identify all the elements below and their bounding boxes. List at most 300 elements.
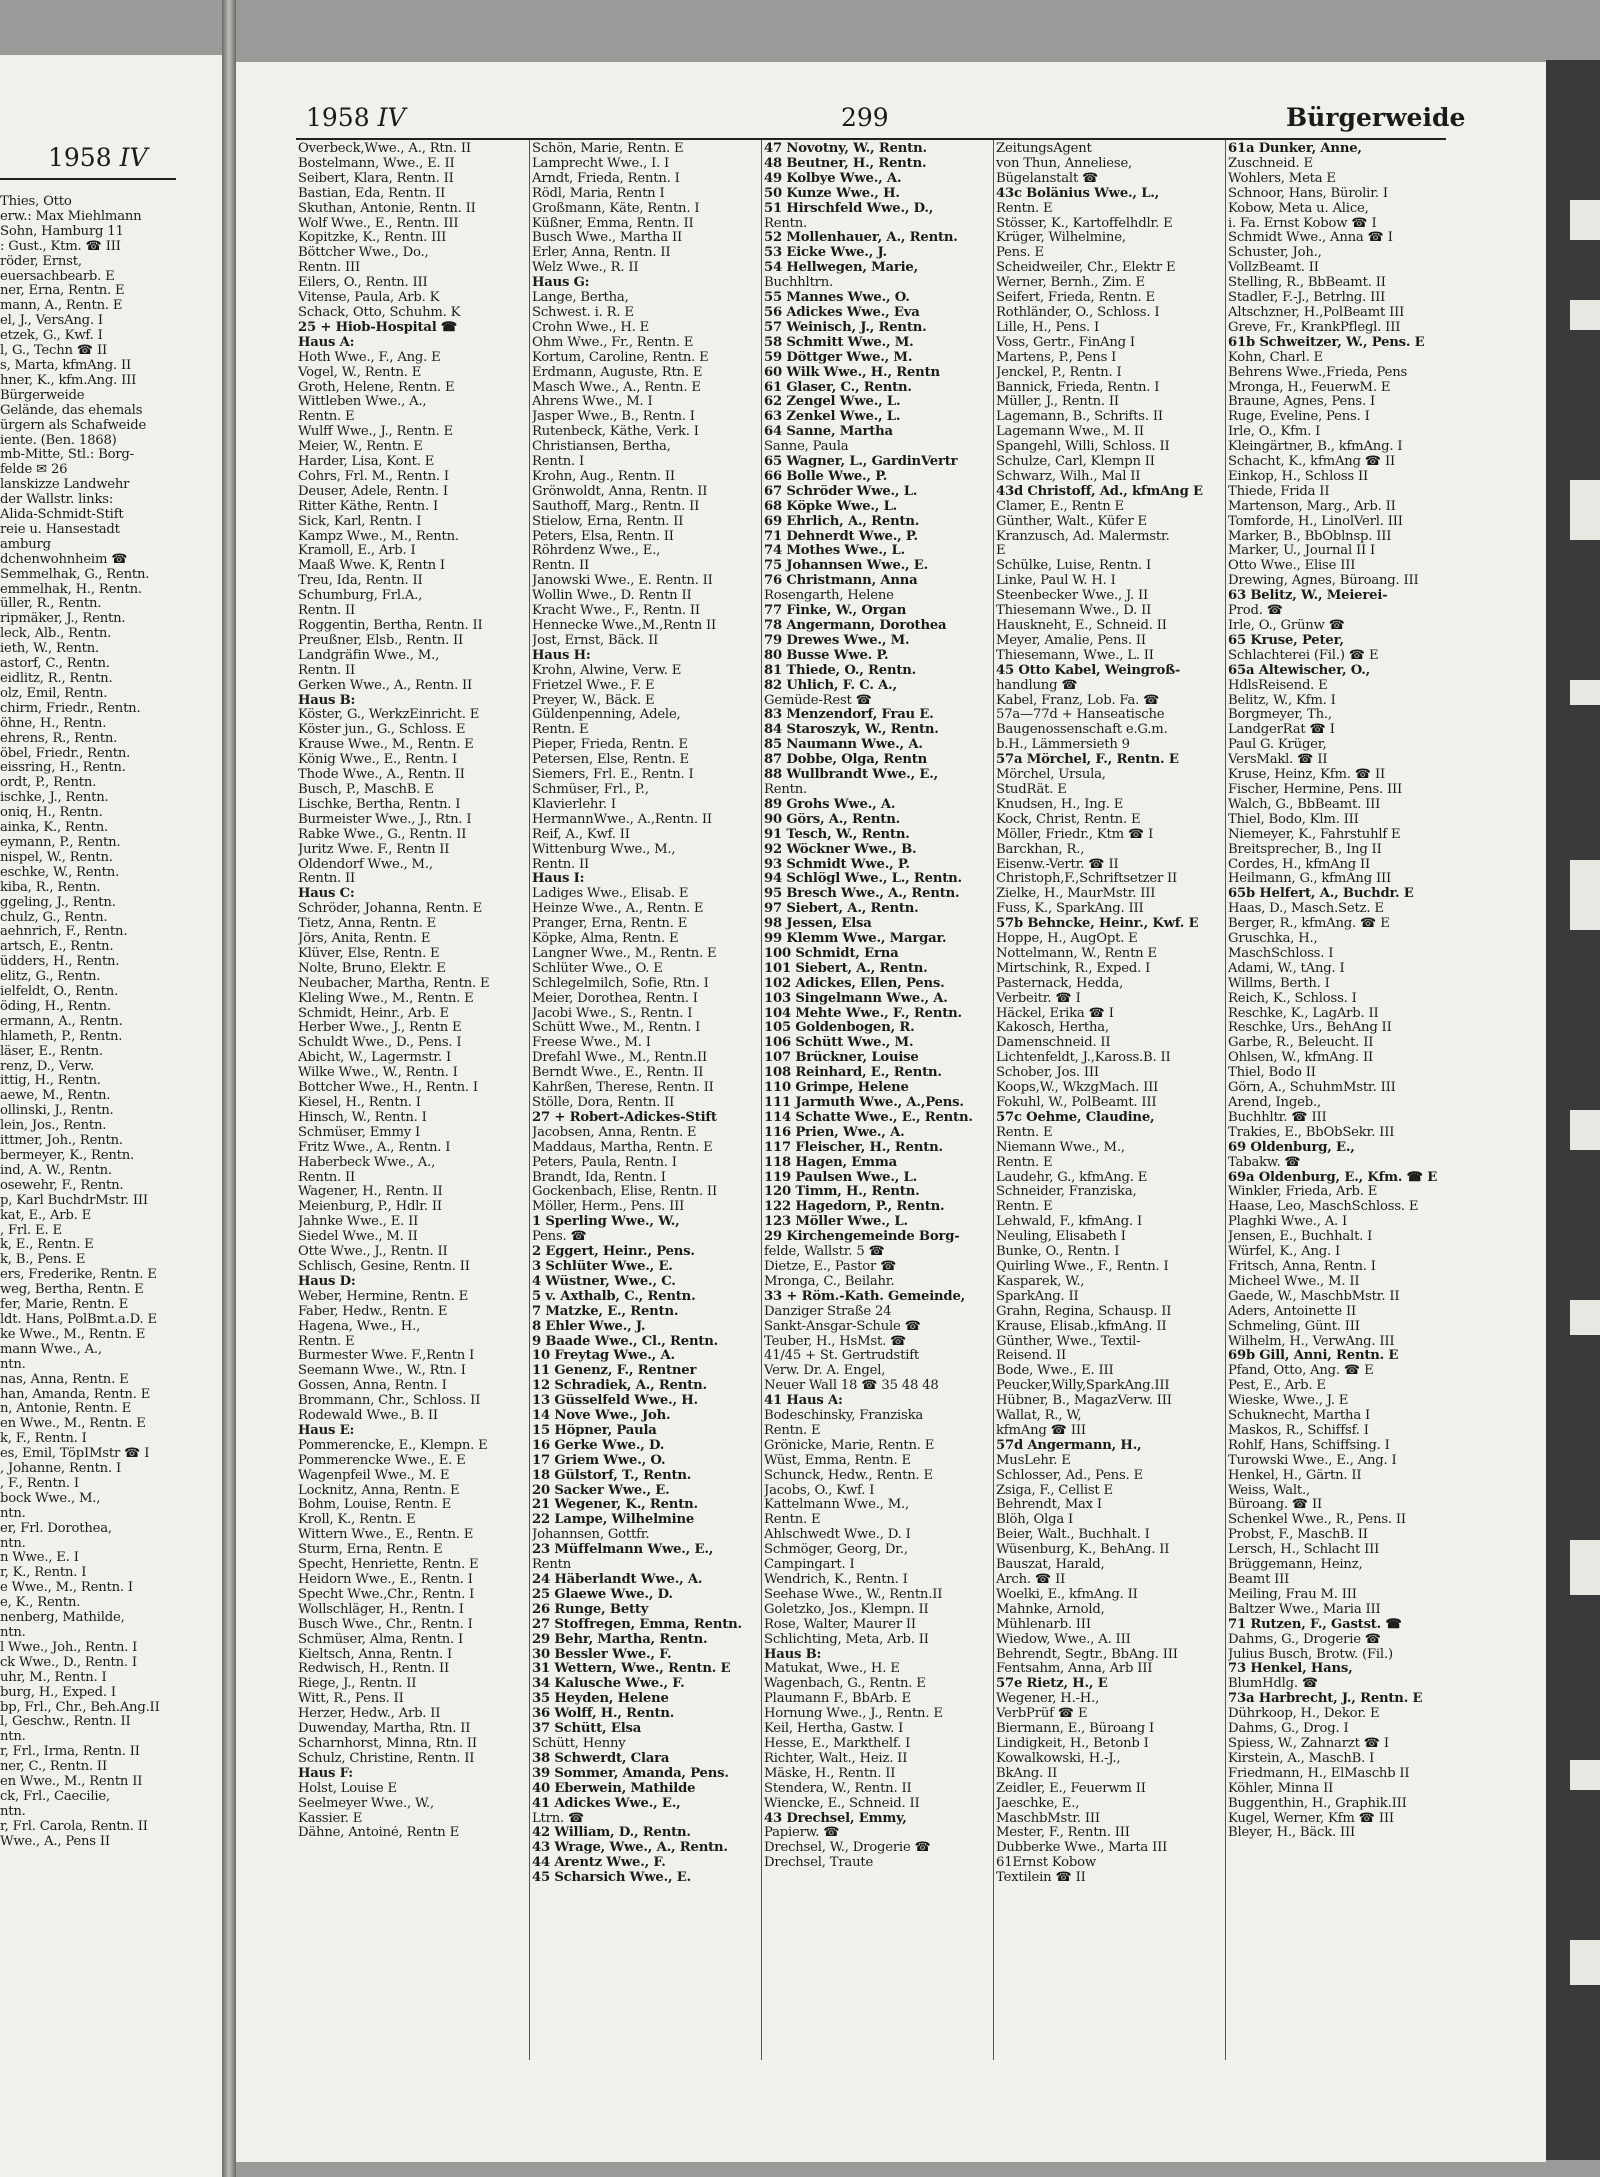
directory-entry: 16 Gerke Wwe., D. xyxy=(532,1438,665,1453)
directory-entry: Schlachterei (Fil.) ☎ E xyxy=(1228,648,1379,663)
directory-entry: 61b Schweitzer, W., Pens. E xyxy=(1228,335,1425,350)
directory-entry: Kruse, Heinz, Kfm. ☎ II xyxy=(1228,768,1386,783)
directory-entry: 64 Sanne, Martha xyxy=(764,425,893,440)
directory-entry: Ahlschwedt Wwe., D. I xyxy=(764,1528,911,1543)
directory-entry: Schwest. i. R. E xyxy=(532,305,634,320)
directory-entry: Schülke, Luise, Rentn. I xyxy=(996,559,1152,574)
directory-entry: Fischer, Hermine, Pens. III xyxy=(1228,782,1403,797)
directory-entry: 68 Köpke Wwe., L. xyxy=(764,499,898,514)
directory-entry: 116 Prien, Wwe., A. xyxy=(764,1125,905,1140)
directory-entry: nispel, W., Rentn. xyxy=(0,850,113,865)
directory-entry: renz, D., Verw. xyxy=(0,1059,94,1074)
directory-entry: Grahn, Regina, Schausp. II xyxy=(996,1304,1172,1319)
directory-entry: b.H., Lämmersieth 9 xyxy=(996,738,1130,753)
directory-entry: Winkler, Frieda, Arb. E xyxy=(1228,1185,1378,1200)
directory-entry: 35 Heyden, Helene xyxy=(532,1692,669,1707)
directory-entry: Cordes, H., kfmAng II xyxy=(1228,857,1371,872)
directory-entry: 57d Angermann, H., xyxy=(996,1438,1142,1453)
directory-entry: Meiling, Frau M. III xyxy=(1228,1587,1357,1602)
directory-entry: 47 Novotny, W., Rentn. xyxy=(764,142,927,156)
directory-entry: Danziger Straße 24 xyxy=(764,1304,892,1319)
directory-entry: 85 Naumann Wwe., A. xyxy=(764,738,923,753)
directory-entry: Köpke, Alma, Rentn. E xyxy=(532,932,679,947)
directory-entry: Vitense, Paula, Arb. K xyxy=(298,291,440,306)
directory-entry: Schütt Wwe., M., Rentn. I xyxy=(532,1021,701,1036)
directory-entry: aehnrich, F., Rentn. xyxy=(0,925,128,940)
directory-entry: Mahnke, Arnold, xyxy=(996,1602,1105,1617)
directory-entry: Klüver, Else, Rentn. E xyxy=(298,946,440,961)
directory-entry: lanskizze Landwehr xyxy=(0,478,130,493)
directory-entry: Krohn, Alwine, Verw. E xyxy=(532,663,682,678)
directory-entry: Lille, H., Pens. I xyxy=(996,320,1100,335)
directory-entry: 20 Sacker Wwe., E. xyxy=(532,1483,670,1498)
right-header-rule xyxy=(296,138,1446,140)
directory-entry: Möller, Herm., Pens. III xyxy=(532,1200,685,1215)
directory-entry: Stölle, Dora, Rentn. II xyxy=(532,1096,675,1110)
directory-entry: Rödl, Maria, Rentn I xyxy=(532,186,665,201)
directory-entry: Seibert, Klara, Rentn. II xyxy=(298,171,454,186)
directory-entry: Lagemann, B., Schrifts. II xyxy=(996,410,1163,425)
directory-entry: Haus D: xyxy=(298,1274,356,1289)
directory-entry: Haus G: xyxy=(532,276,590,291)
directory-entry: ers, Frederike, Rentn. E xyxy=(0,1268,157,1283)
directory-entry: ittig, H., Rentn. xyxy=(0,1074,101,1089)
directory-entry: Mronga, H., FeuerwM. E xyxy=(1228,380,1391,395)
directory-entry: ittmer, Joh., Rentn. xyxy=(0,1134,123,1149)
directory-entry: Tomforde, H., LinolVerl. III xyxy=(1228,514,1403,529)
directory-entry: Beamt III xyxy=(1228,1573,1290,1587)
directory-entry: Seelmeyer Wwe., W., xyxy=(298,1796,434,1811)
directory-entry: Linke, Paul W. H. I xyxy=(996,574,1116,589)
directory-entry: Irle, O., Grünw ☎ xyxy=(1228,619,1345,633)
directory-entry: Siemers, Frl. E., Rentn. I xyxy=(532,768,694,783)
directory-entry: Meier, Dorothea, Rentn. I xyxy=(532,991,698,1006)
directory-entry: ainka, K., Rentn. xyxy=(0,821,109,836)
directory-entry: elitz, G., Rentn. xyxy=(0,970,101,985)
directory-entry: Busch Wwe., Martha II xyxy=(532,231,682,246)
directory-entry: Steenbecker Wwe., J. II xyxy=(996,589,1149,604)
directory-entry: Jacobi Wwe., S., Rentn. I xyxy=(532,1006,693,1021)
directory-column-4 xyxy=(996,142,1222,1886)
directory-entry: Pest, E., Arb. E xyxy=(1228,1379,1326,1394)
directory-entry: Rentn. E xyxy=(996,201,1053,216)
directory-entry: 40 Eberwein, Mathilde xyxy=(532,1781,696,1796)
directory-entry: 34 Kalusche Wwe., F. xyxy=(532,1677,685,1692)
directory-entry: Pommerencke, E., Klempn. E xyxy=(298,1438,488,1453)
directory-entry: 84 Staroszyk, W., Rentn. xyxy=(764,723,939,738)
directory-entry: 110 Grimpe, Helene xyxy=(764,1081,909,1096)
directory-entry: 29 Behr, Martha, Rentn. xyxy=(532,1632,708,1647)
directory-entry: Lichtenfeldt, J.,Kaross.B. II xyxy=(996,1051,1171,1066)
directory-entry: 50 Kunze Wwe., H. xyxy=(764,186,900,201)
directory-entry: han, Amanda, Rentn. E xyxy=(0,1387,151,1402)
directory-entry: 77 Finke, W., Organ xyxy=(764,604,907,619)
directory-entry: Nolte, Bruno, Elektr. E xyxy=(298,961,446,976)
directory-entry: chulz, G., Rentn. xyxy=(0,910,108,925)
directory-entry: Turowski Wwe., E., Ang. I xyxy=(1228,1453,1397,1468)
directory-entry: MusLehr. E xyxy=(996,1453,1071,1468)
directory-entry: Holst, Louise E xyxy=(298,1781,397,1796)
directory-entry: Kowalkowski, H.-J., xyxy=(996,1751,1121,1766)
directory-entry: Busch Wwe., Chr., Rentn. I xyxy=(298,1617,473,1632)
directory-entry: ind, A. W., Rentn. xyxy=(0,1163,112,1178)
directory-entry: VollzBeamt. II xyxy=(1228,261,1319,276)
index-tab xyxy=(1570,200,1600,240)
index-tab xyxy=(1570,1110,1600,1150)
directory-entry: SparkAng. II xyxy=(996,1289,1079,1304)
directory-entry: Micheel Wwe., M. II xyxy=(1228,1274,1360,1289)
directory-entry: 74 Mothes Wwe., L. xyxy=(764,544,906,559)
directory-entry: 98 Jessen, Elsa xyxy=(764,917,872,932)
directory-entry: Buchhltr. ☎ III xyxy=(1228,1110,1327,1125)
directory-entry: Brandt, Ida, Rentn. I xyxy=(532,1170,666,1185)
directory-entry: Bauszat, Harald, xyxy=(996,1558,1105,1573)
directory-entry: Köster jun., G., Schloss. E xyxy=(298,723,466,738)
directory-entry: Reich, K., Schloss. I xyxy=(1228,991,1357,1006)
directory-entry: 65 Wagner, L., GardinVertr xyxy=(764,455,958,470)
directory-entry: Schuknecht, Martha I xyxy=(1228,1409,1370,1424)
page-edge-index-tabs xyxy=(1546,60,1600,2160)
directory-entry: es, Emil, TöpIMstr ☎ I xyxy=(0,1447,150,1462)
directory-entry: Duwenday, Martha, Rtn. II xyxy=(298,1722,471,1737)
directory-entry: Adami, W., tAng. I xyxy=(1228,961,1345,976)
directory-entry: olz, Emil, Rentn. xyxy=(0,686,108,701)
directory-entry: Wagenbach, G., Rentn. E xyxy=(764,1677,926,1692)
directory-entry: Wieske, Wwe., J. E xyxy=(1228,1394,1349,1409)
directory-entry: Greve, Fr., KrankPflegl. III xyxy=(1228,320,1401,335)
directory-entry: Rabke Wwe., G., Rentn. II xyxy=(298,827,467,842)
directory-entry: mann, A., Rentn. E xyxy=(0,299,123,314)
directory-entry: 104 Mehte Wwe., F., Rentn. xyxy=(764,1006,962,1021)
directory-entry: Stendera, W., Rentn. II xyxy=(764,1781,912,1796)
directory-entry: Arndt, Frieda, Rentn. I xyxy=(532,171,680,186)
directory-entry: Berger, R., kfmAng. ☎ E xyxy=(1228,917,1390,932)
directory-entry: Schulz, Christine, Rentn. II xyxy=(298,1751,475,1766)
directory-entry: 11 Genenz, F., Rentner xyxy=(532,1364,697,1379)
directory-entry: 120 Timm, H., Rentn. xyxy=(764,1185,920,1200)
directory-entry: k, F., Rentn. I xyxy=(0,1432,87,1447)
column-divider xyxy=(529,140,530,2060)
directory-entry: k, E., Rentn. E xyxy=(0,1238,94,1253)
directory-entry: Koops,W., WkzgMach. III xyxy=(996,1081,1159,1096)
directory-entry: Kakosch, Hertha, xyxy=(996,1021,1109,1036)
directory-entry: Behrens Wwe.,Frieda, Pens xyxy=(1228,365,1408,380)
directory-entry: Bode, Wwe., E. III xyxy=(996,1364,1114,1379)
directory-entry: Kleingärtner, B., kfmAng. I xyxy=(1228,440,1403,455)
directory-entry: 65a Altewischer, O., xyxy=(1228,663,1371,678)
directory-entry: Schlosser, Ad., Pens. E xyxy=(996,1468,1143,1483)
directory-entry: 41/45 + St. Gertrudstift xyxy=(764,1349,920,1364)
directory-entry: 29 Kirchengemeinde Borg- xyxy=(764,1230,960,1245)
directory-entry: Fentsahm, Anna, Arb III xyxy=(996,1662,1153,1677)
directory-entry: Goletzko, Jos., Klempn. II xyxy=(764,1602,929,1617)
directory-entry: Pfand, Otto, Ang. ☎ E xyxy=(1228,1364,1374,1379)
directory-entry: Schlegelmilch, Sofie, Rtn. I xyxy=(532,976,709,991)
directory-entry: röder, Ernst, xyxy=(0,254,82,269)
directory-entry: kat, E., Arb. E xyxy=(0,1208,92,1223)
directory-entry: Dietze, E., Pastor ☎ xyxy=(764,1259,897,1274)
directory-entry: Thode Wwe., A., Rentn. II xyxy=(298,768,465,783)
directory-entry: 94 Schlögl Wwe., L., Rentn. xyxy=(764,872,962,887)
directory-entry: Ladiges Wwe., Elisab. E xyxy=(532,887,689,902)
directory-entry: 123 Möller Wwe., L. xyxy=(764,1215,908,1230)
directory-entry: Laudehr, G., kfmAng. E xyxy=(996,1170,1148,1185)
directory-entry: n Wwe., E. I xyxy=(0,1551,79,1566)
directory-entry: Drefahl Wwe., M., Rentn.II xyxy=(532,1051,708,1066)
directory-entry: Mühlenarb. III xyxy=(996,1617,1091,1632)
directory-entry: Wallat, R., W, xyxy=(996,1409,1082,1424)
directory-entry: 107 Brückner, Louise xyxy=(764,1051,919,1066)
directory-entry: Rentn. xyxy=(764,782,808,797)
directory-entry: Würfel, K., Ang. I xyxy=(1228,1245,1340,1260)
directory-entry: 57c Oehme, Claudine, xyxy=(996,1110,1155,1125)
directory-entry: 105 Goldenbogen, R. xyxy=(764,1021,915,1036)
directory-entry: 57 Weinisch, J., Rentn. xyxy=(764,320,927,335)
directory-entry: 27 Stoffregen, Emma, Rentn. xyxy=(532,1617,742,1632)
directory-entry: 88 Wullbrandt Wwe., E., xyxy=(764,768,938,783)
directory-entry: Haus B: xyxy=(298,693,356,708)
directory-entry: hner, K., kfm.Ang. III xyxy=(0,373,137,388)
directory-entry: 79 Drewes Wwe., M. xyxy=(764,633,910,648)
directory-entry: MaschbMstr. III xyxy=(996,1811,1100,1826)
directory-entry: Stielow, Erna, Rentn. II xyxy=(532,514,684,529)
directory-entry: Riege, J., Rentn. II xyxy=(298,1677,417,1692)
directory-entry: Müller, J., Rentn. II xyxy=(996,395,1119,410)
directory-entry: Lindigkeit, H., Betonb I xyxy=(996,1736,1149,1751)
directory-entry: Niemann Wwe., M., xyxy=(996,1140,1125,1155)
directory-entry: Kasparek, W., xyxy=(996,1274,1085,1289)
directory-entry: Specht Wwe.,Chr., Rentn. I xyxy=(298,1587,475,1602)
directory-entry: 48 Beutner, H., Rentn. xyxy=(764,156,927,171)
directory-entry: 57a—77d + Hanseatische xyxy=(996,708,1165,723)
directory-entry: Meier, W., Rentn. E xyxy=(298,440,423,455)
directory-column-5 xyxy=(1228,142,1450,1841)
right-header-volume: IV xyxy=(377,103,406,132)
directory-entry: Rentn. II xyxy=(532,857,590,872)
directory-entry: Gelände, das ehemals xyxy=(0,403,143,418)
directory-entry: eschke, W., Rentn. xyxy=(0,865,120,880)
directory-entry: Zielke, H., MaurMstr. III xyxy=(996,887,1156,902)
directory-entry: Kramoll, E., Arb. I xyxy=(298,544,416,559)
index-tab xyxy=(1570,1540,1600,1595)
directory-entry: 61a Dunker, Anne, xyxy=(1228,142,1362,156)
directory-entry: 2 Eggert, Heinr., Pens. xyxy=(532,1245,695,1260)
left-page-header xyxy=(48,143,148,172)
directory-entry: Wendrich, K., Rentn. I xyxy=(764,1573,908,1587)
directory-entry: BlumHdlg. ☎ xyxy=(1228,1677,1319,1692)
directory-entry: Krause, Elisab.,kfmAng. II xyxy=(996,1319,1167,1334)
directory-entry: Thies, Otto xyxy=(0,195,72,209)
index-tab xyxy=(1570,680,1600,705)
book-spine xyxy=(222,0,236,2177)
directory-entry: 57a Mörchel, F., Rentn. E xyxy=(996,753,1179,768)
directory-entry: Günther, Walt., Küfer E xyxy=(996,514,1147,529)
directory-entry: Seemann Wwe., W., Rtn. I xyxy=(298,1364,466,1379)
directory-entry: Preußner, Elsb., Rentn. II xyxy=(298,633,464,648)
directory-entry: 4 Wüstner, Wwe., C. xyxy=(532,1274,676,1289)
directory-entry: ürgern als Schafweide xyxy=(0,418,147,433)
directory-entry: Rentn. II xyxy=(532,559,590,574)
index-tab xyxy=(1570,1940,1600,1985)
directory-entry: 22 Lampe, Wilhelmine xyxy=(532,1513,695,1528)
directory-entry: Maskos, R., Schiffsf. I xyxy=(1228,1423,1369,1438)
directory-entry: chirm, Friedr., Rentn. xyxy=(0,701,141,716)
directory-entry: Kroll, K., Rentn. E xyxy=(298,1513,416,1528)
directory-entry: oniq, H., Rentn. xyxy=(0,806,103,821)
directory-entry: Wüsenburg, K., BehAng. II xyxy=(996,1543,1170,1558)
directory-entry: Rohlf, Hans, Schiffsing. I xyxy=(1228,1438,1390,1453)
directory-entry: VersMakl. ☎ II xyxy=(1228,753,1328,768)
directory-entry: astorf, C., Rentn. xyxy=(0,657,110,672)
directory-entry: 51 Hirschfeld Wwe., D., xyxy=(764,201,934,216)
directory-entry: Keil, Hertha, Gastw. I xyxy=(764,1722,904,1737)
directory-entry: Borgmeyer, Th., xyxy=(1228,708,1332,723)
directory-entry: ck, Frl., Caecilie, xyxy=(0,1789,111,1804)
directory-entry: Garbe, R., Beleucht. II xyxy=(1228,1036,1374,1051)
directory-entry: 71 Rutzen, F., Gastst. ☎ xyxy=(1228,1617,1402,1632)
directory-entry: Neubacher, Martha, Rentn. E xyxy=(298,976,490,991)
directory-entry: 25 Glaewe Wwe., D. xyxy=(532,1587,673,1602)
directory-entry: 65 Kruse, Peter, xyxy=(1228,633,1344,648)
directory-entry: Buggenthin, H., Graphik.III xyxy=(1228,1796,1407,1811)
directory-entry: Neuer Wall 18 ☎ 35 48 48 xyxy=(764,1379,939,1394)
directory-entry: 97 Siebert, A., Rentn. xyxy=(764,902,919,917)
directory-entry: 62 Zengel Wwe., L. xyxy=(764,395,901,410)
left-column xyxy=(0,195,205,1850)
directory-entry: Rentn. xyxy=(764,216,808,231)
directory-entry: eidlitz, R., Rentn. xyxy=(0,672,113,686)
directory-entry: Burmeister Wwe., J., Rtn. I xyxy=(298,812,472,827)
directory-entry: Schober, Jos. III xyxy=(996,1066,1099,1081)
directory-entry: Schunck, Hedw., Rentn. E xyxy=(764,1468,933,1483)
directory-entry: Belitz, W., Kfm. I xyxy=(1228,693,1336,708)
directory-entry: 81 Thiede, O., Rentn. xyxy=(764,663,917,678)
directory-entry: 41 Adickes Wwe., E., xyxy=(532,1796,681,1811)
directory-entry: , Johanne, Rentn. I xyxy=(0,1462,121,1477)
directory-entry: osewehr, F., Rentn. xyxy=(0,1178,124,1193)
directory-entry: Specht, Henriette, Rentn. E xyxy=(298,1558,479,1573)
directory-entry: Güldenpenning, Adele, xyxy=(532,708,681,723)
directory-entry: Oldendorf Wwe., M., xyxy=(298,857,433,872)
directory-entry: Walch, G., BbBeamt. III xyxy=(1228,797,1381,812)
right-page-header-left xyxy=(306,103,406,132)
directory-entry: Beier, Walt., Buchhalt. I xyxy=(996,1528,1150,1543)
directory-entry: Teuber, H., HsMst. ☎ xyxy=(764,1334,907,1349)
directory-entry: uhr, M., Rentn. I xyxy=(0,1670,107,1685)
directory-entry: Reisend. II xyxy=(996,1349,1067,1364)
directory-entry: Seehase Wwe., W., Rentn.II xyxy=(764,1587,943,1602)
directory-entry: Probst, F., MaschB. II xyxy=(1228,1528,1368,1543)
directory-entry: 17 Griem Wwe., O. xyxy=(532,1453,666,1468)
directory-entry: Ohlsen, W., kfmAng. II xyxy=(1228,1051,1374,1066)
directory-entry: LandgerRat ☎ I xyxy=(1228,723,1335,738)
directory-entry: 122 Hagedorn, P., Rentn. xyxy=(764,1200,945,1215)
directory-entry: Niemeyer, K., Fahrstuhlf E xyxy=(1228,827,1401,842)
directory-entry: 59 Döttger Wwe., M. xyxy=(764,350,913,365)
directory-entry: Brüggemann, Heinz, xyxy=(1228,1558,1363,1573)
directory-entry: 75 Johannsen Wwe., E. xyxy=(764,559,929,574)
directory-entry: Rentn. E xyxy=(764,1513,821,1528)
directory-entry: Haus E: xyxy=(298,1423,355,1438)
directory-entry: leck, Alb., Rentn. xyxy=(0,627,112,642)
directory-entry: : Gust., Ktm. ☎ III xyxy=(0,239,121,254)
directory-entry: Brommann, Chr., Schloss. II xyxy=(298,1394,481,1409)
directory-entry: Bohm, Louise, Rentn. E xyxy=(298,1498,452,1513)
directory-entry: Plaumann F., BbArb. E xyxy=(764,1692,911,1707)
directory-entry: 8 Ehler Wwe., J. xyxy=(532,1319,646,1334)
directory-entry: felde ✉ 26 xyxy=(0,463,68,478)
directory-entry: Siedel Wwe., M. II xyxy=(298,1230,418,1245)
directory-entry: Stösser, K., Kartoffelhdlr. E xyxy=(996,216,1173,231)
directory-entry: Werner, Bernh., Zim. E xyxy=(996,276,1145,291)
directory-entry: 65b Helfert, A., Buchdr. E xyxy=(1228,887,1414,902)
directory-entry: Schlüter Wwe., O. E xyxy=(532,961,663,976)
directory-entry: der Wallstr. links: xyxy=(0,493,114,508)
directory-entry: Haus A: xyxy=(298,335,355,350)
directory-entry: Zsiga, F., Cellist E xyxy=(996,1483,1113,1498)
directory-entry: 15 Höpner, Paula xyxy=(532,1423,657,1438)
directory-entry: 90 Görs, A., Rentn. xyxy=(764,812,900,827)
directory-entry: r, Frl., Irma, Rentn. II xyxy=(0,1745,140,1760)
directory-entry: Wagener, H., Rentn. II xyxy=(298,1185,443,1200)
directory-entry: 118 Hagen, Emma xyxy=(764,1155,898,1170)
directory-entry: Ltrn. ☎ xyxy=(532,1811,585,1826)
directory-entry: Bastian, Eda, Rentn. II xyxy=(298,186,446,201)
directory-entry: 3 Schlüter Wwe., E. xyxy=(532,1259,673,1274)
directory-entry: Ohm Wwe., Fr., Rentn. E xyxy=(532,335,694,350)
directory-entry: 54 Hellwegen, Marie, xyxy=(764,261,919,276)
directory-entry: Wittern Wwe., E., Rentn. E xyxy=(298,1528,474,1543)
directory-entry: Klavierlehr. I xyxy=(532,797,616,812)
directory-entry: Bunke, O., Rentn. I xyxy=(996,1245,1120,1260)
directory-entry: Gerken Wwe., A., Rentn. II xyxy=(298,678,473,693)
directory-entry: Weber, Hermine, Rentn. E xyxy=(298,1289,469,1304)
directory-entry: König Wwe., E., Rentn. I xyxy=(298,753,458,768)
directory-entry: ck Wwe., D., Rentn. I xyxy=(0,1655,137,1670)
directory-entry: eissring, H., Rentn. xyxy=(0,761,126,776)
directory-entry: Schumburg, Frl.A., xyxy=(298,589,423,604)
directory-entry: bock Wwe., M., xyxy=(0,1491,101,1506)
directory-entry: l, Geschw., Rentn. II xyxy=(0,1715,131,1730)
directory-entry: Seifert, Frieda, Rentn. E xyxy=(996,291,1155,306)
directory-entry: Görn, A., SchuhmMstr. III xyxy=(1228,1081,1396,1096)
directory-entry: Aders, Antoinette II xyxy=(1228,1304,1357,1319)
directory-entry: 119 Paulsen Wwe., L. xyxy=(764,1170,918,1185)
directory-entry: Peucker,Willy,SparkAng.III xyxy=(996,1379,1170,1394)
directory-entry: en Wwe., M., Rentn. E xyxy=(0,1417,146,1432)
directory-entry: felde, Wallstr. 5 ☎ xyxy=(764,1245,885,1260)
directory-entry: Verw. Dr. A. Engel, xyxy=(764,1364,886,1379)
directory-entry: Damenschneid. II xyxy=(996,1036,1111,1051)
directory-entry: 99 Klemm Wwe., Margar. xyxy=(764,932,947,947)
directory-entry: 12 Schradiek, A., Rentn. xyxy=(532,1379,707,1394)
directory-entry: Röhrdenz Wwe., E., xyxy=(532,544,661,559)
directory-entry: Langner Wwe., M., Rentn. E xyxy=(532,946,717,961)
directory-entry: ripmäker, J., Rentn. xyxy=(0,612,126,627)
directory-entry: Reschke, Urs., BehAng II xyxy=(1228,1021,1392,1036)
directory-entry: öhne, H., Rentn. xyxy=(0,716,107,731)
directory-entry: 25 + Hiob-Hospital ☎ xyxy=(298,320,458,335)
directory-entry: Burmester Wwe. F.,Rentn I xyxy=(298,1349,475,1364)
directory-entry: Roggentin, Bertha, Rentn. II xyxy=(298,619,483,633)
directory-entry: E xyxy=(996,544,1006,559)
directory-entry: Krause Wwe., M., Rentn. E xyxy=(298,738,474,753)
directory-entry: Altschzner, H.,PolBeamt III xyxy=(1228,305,1405,320)
directory-entry: 44 Arentz Wwe., F. xyxy=(532,1856,666,1871)
index-tab xyxy=(1570,860,1600,930)
directory-entry: Jaeschke, E., xyxy=(996,1796,1080,1811)
directory-entry: 63 Zenkel Wwe., L. xyxy=(764,410,901,425)
